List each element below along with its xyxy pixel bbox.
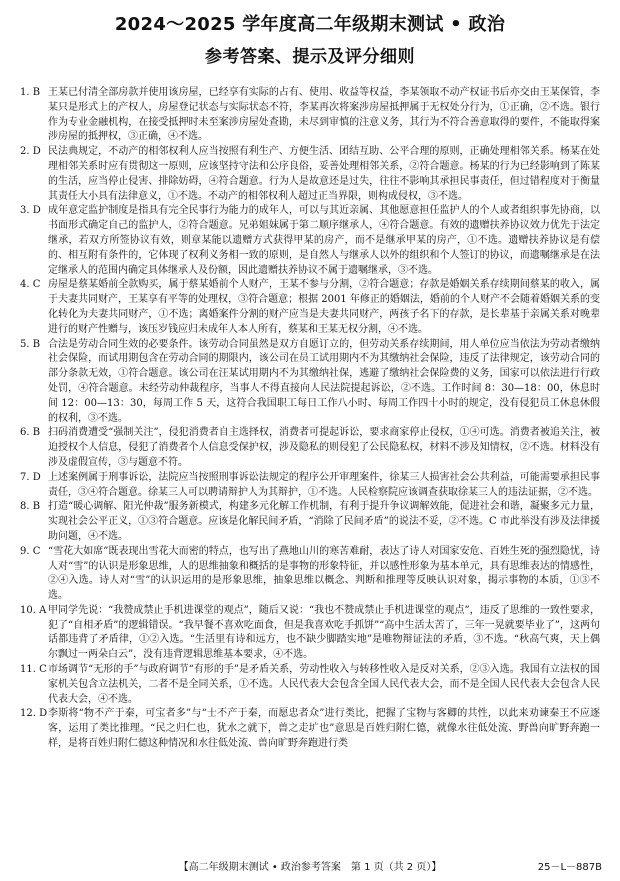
answer-explanation: 上述案例属于刑事诉讼，法院应当按照刑事诉讼法规定的程序公开审理案件，徐某三人损害社会公共利益，可能需要承担民事责任，③④符合题意。徐某三人可以聘请辩护人为其辩护，①不选。人民检察院应该调查获取徐某三人的违法证据，②不选。 [48,471,600,498]
answer-item [20,426,600,470]
answer-item [20,500,600,544]
answer-explanation: “雪花大如席”既表现出雪花大而密的特点，也写出了燕地山川的寒苦难耐，表达了诗人对国家安危、百姓生死的强烈隐忧，诗人对“雪”的认识是形象思维，人的思维抽象和概括的是事物的形象特征，并以感性形象为基本单元，具有思维表达的情感性，②④入选。诗人对“雪”的认识运用的是形象思维，抽象思维以概念、判断和推理等反映认识对象，揭示事物的本质，①③不选。 [48,545,600,602]
answer-item [20,145,600,204]
answer-number: 6. B [20,427,41,439]
answer-number: 4. C [20,279,41,291]
answer-explanation: 王某已付清全部房款并使用该房屋，已经享有实际的占有、使用、收益等权益，李某领取不动产权证书后亦交由王某保管，李某只是形式上的产权人，房屋登记状态与实际状态不符，李某再次将案涉房屋抵押属于无权处分行为，①正确，②不选。银行作为专业金融机构，在接受抵押时未至案涉房屋处查勘，未尽到审慎的注意义务，其行为不符合善意取得的要件，不能取得案涉房屋的抵押权，③正确，④不选。 [48,87,600,143]
answer-item [20,338,600,427]
answer-number: 12. D [20,708,48,720]
answer-explanation: 民法典规定，不动产的相邻权利人应当按照有利生产、方便生活、团结互助、公平合理的原则，正确处理相邻关系。杨某在处理相邻关系时应有贯彻这一原则，应该坚持守法和公序良俗，妥善处理相邻关系，②符合题意。杨某的行为已经影响到了陈某的生活，应当停止侵害、排除妨碍，④符合题意。行为人是故意还是过失，往往不影响其承担民事责任，但过错程度对于衡量其责任大小具有法律意义，①不选。不动产的相邻权利人超过正当界限，则构成侵权，③不选。 [48,146,600,202]
page-footer [0,858,620,874]
footer-page-info: 【高二年级期末测试 • 政治参考答案 第 1 页（共 2 页）】 [178,862,442,873]
document-subtitle: 参考答案、提示及评分细则 [205,47,415,67]
answer-number: 5. B [20,338,41,350]
answer-explanation: 房屋是蔡某婚前全款购买，属于蔡某婚前个人财产，王某不参与分割，②符合题意；存款是婚姻关系存续期间蔡某的收入，属于夫妻共同财产，王某享有平等的处理权，③符合题意；根据 2001 年修正的婚姻法，婚前的个人财产不会随着婚姻关系的变化转化为夫妻共同财产，①不选；离婚案件分割的财产应当是夫妻共同财产，两孩子名下的存款，是长辈基于亲属关系对晚辈进行的财产性赠与，该压岁钱应归未成年人本人所有，蔡某和王某无权分割，④不选。 [48,279,600,335]
footer-doc-code: 25－L－887B [537,862,602,873]
answer-number: 7. D [20,471,41,483]
answer-explanation: 打造“暖心调解、阳光仲裁”服务新模式，构建多元化解工作机制，有利于提升争议调解效能，促进社会和谐，凝聚多元力量，实现社会公平正义，①③符合题意。应该是化解民间矛盾，“消除了民间矛盾”的说法不妥，②不选。C 市此举没有涉及法律援助问题，④不选。 [48,501,600,542]
answer-item [20,471,600,501]
answer-explanation: 市场调节“无形的手”与政府调节“有形的手”是矛盾关系，劳动性收入与转移性收入是反对关系，②③入选。我国有立法权的国家机关包含立法机关，二者不是全同关系，①不选。人民代表大会包含全国人民代表大会，而不是全国人民代表大会包含人民代表大会，④不选。 [48,664,600,705]
answer-item [20,86,600,145]
answer-list [20,86,600,752]
document-title: 2024～2025 学年度高二年级期末测试 • 政治 [114,14,506,35]
answer-explanation: 扫码消费遭受“强制关注”，侵犯消费者自主选择权，消费者可提起诉讼，要求商家停止侵权，①④可选。消费者被追关注，被迫授权个人信息，侵犯了消费者个人信息受保护权，涉及隐私的则侵犯了公民隐私权，材料不涉及知情权，②不选。材料没有涉及虚假宣传，③与题意不符。 [48,427,600,468]
answer-item [20,707,600,751]
answer-item [20,663,600,707]
answer-number: 1. B [20,87,41,98]
answer-item [20,278,600,337]
answer-number: 2. D [20,146,41,158]
answer-number: 11. C [20,664,47,676]
answer-number: 9. C [20,545,41,557]
answer-item [20,204,600,278]
answer-explanation: 甲同学先说：“我赞成禁止手机进课堂的观点”，随后又说：“我也不赞成禁止手机进课堂的观点”，违反了思维的一致性要求，犯了“自相矛盾”的逻辑错误。“我早餐不喜欢吃面食，但是我喜欢吃手抓饼”“高中生活太苦了，三年一晃就要毕业了”，这两句话都违背了矛盾律，①②入选。“生活里有诗和远方，也不缺少脚踏实地”是唯物辩证法的矛盾，③不选。“秋高气爽，天上偶尔飘过一两朵白云”，没有违背逻辑思维基本要求，④不选。 [48,604,600,661]
answer-number: 8. B [20,501,41,513]
answer-explanation: 李斯将“物不产于秦，可宝者多”与“士不产于秦，而愿忠者众”进行类比，把握了宝物与客卿的共性，以此来劝谏秦王不应逐客，运用了类比推理。“民之归仁也，犹水之就下，兽之走圹也”意思是百姓归附仁德，就像水往低处流、野兽向旷野奔跑一样，是将百姓归附仁德这种情况和水往低处流、兽向旷野奔跑进行类 [48,708,600,750]
answer-number: 3. D [20,205,41,217]
answer-explanation: 成年意定监护制度是指具有完全民事行为能力的成年人，可以与其近亲属、其他愿意担任监护人的个人或者组织事先协商，以书面形式确定自己的监护人，②符合题意。兄弟姐妹属于第二顺序继承人，④符合题意。有效的遗赠扶养协议效力优先于法定继承，若双方所签协议有效，则章某能以遗赠方式获得甲某的房产，而不是继承甲某的房产，①不选。遗赠扶养协议是有偿的、相互附有条件的，它体现了权利义务相一致的原则，是自然人与继承人以外的组织和个人签订的协议，而遗嘱继承是在法定继承人的范围内确定具体继承人及份额，因此遗赠扶养协议不属于遗嘱继承，③不选。 [48,205,600,276]
answer-item [20,545,600,604]
answer-item [20,604,600,663]
answer-explanation: 合法是劳动合同生效的必要条件。该劳动合同虽然是双方自愿订立的，但劳动关系存续期间，用人单位应当依法为劳动者缴纳社会保险，而试用期包含在劳动合同的期限内，该公司在员工试用期内不为其缴纳社会保险，违反了法律规定，该劳动合同的部分条款无效，①符合题意。该公司在汪某试用期内不为其缴纳社保，逃避了缴纳社会保险费的义务，国家可以依法进行行政处罚，④符合题意。未经劳动仲裁程序，当事人不得直接向人民法院提起诉讼，②不选。工作时间 8：30—18：00，休息时间 12：00—13：30，每周工作 5 天，这符合我国职工每日工作八小时、每周工作四十小时的规定，没有侵犯员工休息休假的权利，③不选。 [48,338,600,424]
answer-number: 10. A [20,604,47,616]
